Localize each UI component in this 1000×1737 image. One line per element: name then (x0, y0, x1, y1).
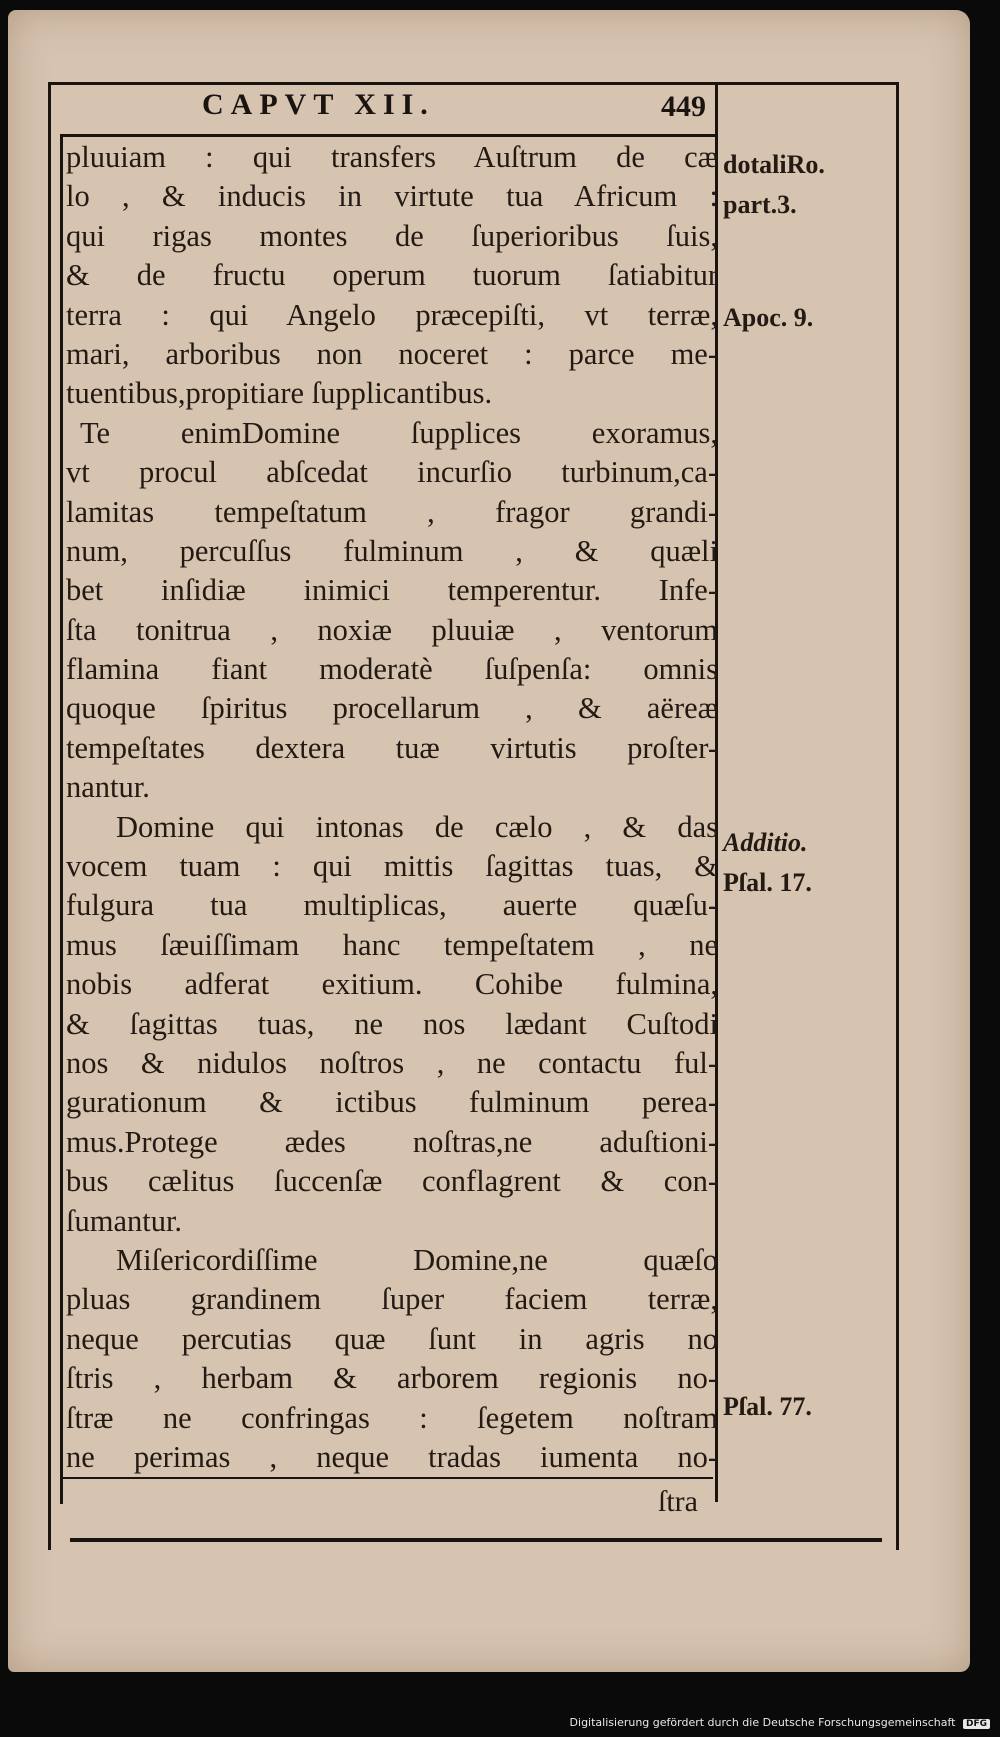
text-line: & ſagittas tuas, ne nos lædant Cuſtodi (66, 1006, 718, 1041)
text-line: mus.Protege ædes noſtras,ne aduſtioni- (66, 1124, 718, 1159)
text-line: quoque ſpiritus procellarum , & aëreæ (66, 691, 718, 726)
text-line: ſumantur. (66, 1203, 183, 1238)
text-line: vocem tuam : qui mittis ſagittas tuas, & (66, 849, 718, 884)
text-line: mari, arboribus non noceret : parce me- (66, 336, 718, 371)
text-line: gurationum & ictibus fulminum perea- (66, 1085, 718, 1120)
text-line: terra : qui Angelo præcepiſti, vt terræ, (66, 297, 718, 332)
text-bottom-rule (63, 1477, 713, 1479)
body-text (66, 138, 718, 1477)
frame-bottom-rule (70, 1538, 882, 1542)
margin-note: part.3. (723, 190, 797, 219)
margin-note: Pſal. 17. (723, 868, 812, 897)
text-line: & de fructu operum tuorum ſatiabitur (66, 258, 718, 293)
text-line: bus cælitus ſuccenſæ conflagrent & con- (66, 1164, 718, 1199)
text-line: pluas grandinem ſuper faciem terræ, (66, 1282, 718, 1317)
credit-text: Digitalisierung gefördert durch die Deutsche Forschungsgemeinschaft (569, 1716, 956, 1729)
text-line: neque percutias quæ ſunt in agris no (66, 1321, 718, 1356)
text-line: pluuiam : qui transfers Auſtrum de cæ (66, 140, 718, 174)
page-number: 449 (661, 90, 706, 123)
margin-note: Additio. (723, 828, 808, 857)
text-line: num, percuſſus fulminum , & quæli (66, 533, 718, 568)
text-line: ſtris , herbam & arborem regionis no- (66, 1361, 718, 1396)
digitization-credit (570, 1716, 990, 1729)
dfg-logo: DFG (963, 1719, 990, 1729)
text-line: qui rigas montes de ſuperioribus ſuis, (66, 218, 718, 253)
text-line: fulgura tua multiplicas, auerte quæſu- (66, 888, 718, 923)
text-line: tuentibus,propitiare ſupplicantibus. (66, 376, 493, 411)
header-rule (60, 134, 715, 137)
margin-note: Apoc. 9. (723, 303, 814, 332)
margin-note: Pſal. 77. (723, 1392, 812, 1421)
book-page (8, 10, 970, 1672)
text-line: vt procul abſcedat incurſio turbinum,ca- (66, 455, 718, 490)
text-line: ne perimas , neque tradas iumenta no- (66, 1439, 718, 1474)
text-line: ſtræ ne confringas : ſegetem noſtram (66, 1400, 718, 1435)
text-line: nantur. (66, 770, 150, 805)
running-title: CAPVT XII. (202, 88, 435, 121)
text-line: tempeſtates dextera tuæ virtutis proſter- (66, 730, 718, 765)
catchword: ſtra (658, 1485, 698, 1518)
text-line: Miſericordiſſime Domine,ne quæſo (116, 1242, 718, 1277)
text-line: Domine qui intonas de cælo , & das (116, 809, 718, 844)
margin-note: dotaliRo. (723, 150, 825, 179)
page-header (66, 88, 706, 134)
text-line: nos & nidulos noſtros , ne contactu ful- (66, 1045, 718, 1080)
text-line: nobis adferat exitium. Cohibe fulmina, (66, 967, 718, 1002)
text-line: mus ſæuiſſimam hanc tempeſtatem , ne (66, 927, 718, 962)
text-line: lamitas tempeſtatum , fragor grandi- (66, 494, 718, 529)
text-line: ſta tonitrua , noxiæ pluuiæ , ventorum (66, 612, 718, 647)
text-line: bet inſidiæ inimici temperentur. Infe- (66, 573, 718, 608)
text-line: Te enimDomine ſupplices exoramus, (80, 415, 718, 450)
text-line: lo , & inducis in virtute tua Africum : (66, 179, 718, 214)
text-column-left-rule (60, 134, 63, 1504)
text-line: flamina fiant moderatè ſuſpenſa: omnis (66, 652, 718, 687)
